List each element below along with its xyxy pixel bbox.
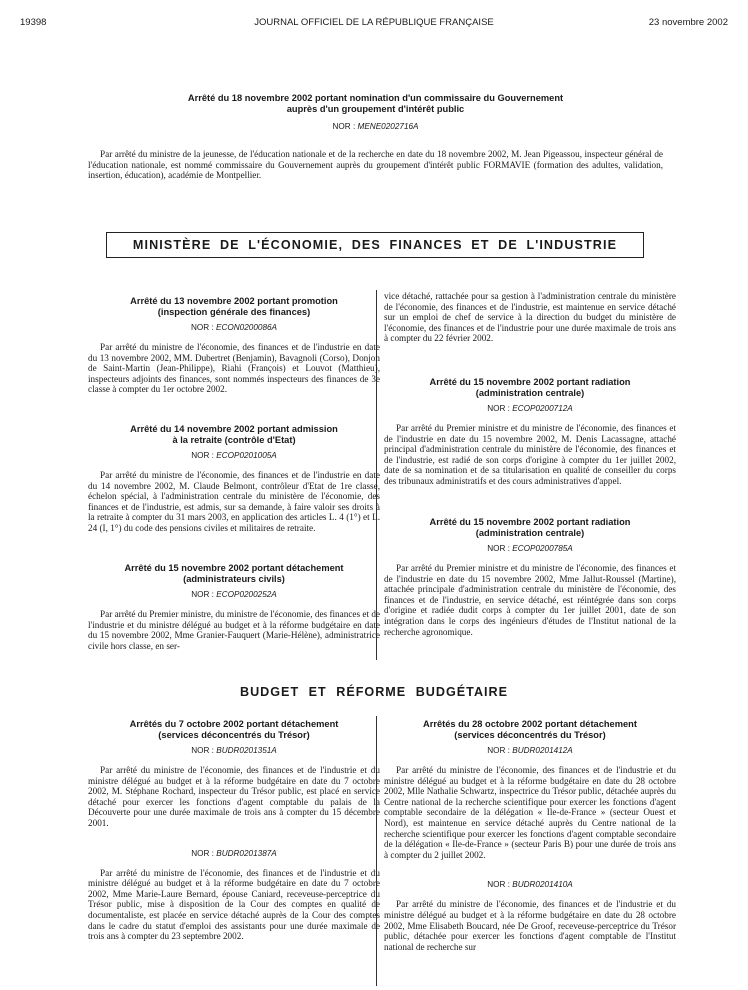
title-line: Arrêtés du 28 octobre 2002 portant détachement — [423, 719, 637, 729]
title-line: (services déconcentrés du Trésor) — [158, 730, 310, 740]
title-line: auprès d'un groupement d'intérêt public — [286, 104, 465, 114]
nor-code: BUDR0201412A — [512, 746, 573, 755]
nor-label: NOR : — [191, 746, 214, 755]
budget-article — [88, 719, 380, 942]
article-body: Par arrêté du Premier ministre, du ministre de l'économie, des finances et de l'industrie et du ministre délégué au budget et à la réforme budgétaire en date du 15 novembre 2002, Mme Granier-Fauquert (Marie-Hélène), administratrice civile hors classe, en ser- — [88, 609, 380, 651]
title-line: à la retraite (contrôle d'Etat) — [172, 435, 296, 445]
article-title — [88, 424, 380, 446]
top-article-nor — [88, 122, 663, 131]
nor-label: NOR : — [487, 746, 510, 755]
title-line: Arrêté du 13 novembre 2002 portant promotion — [130, 296, 338, 306]
article-title — [88, 296, 380, 318]
budget-heading: BUDGET ET RÉFORME BUDGÉTAIRE — [239, 685, 509, 699]
title-line: Arrêté du 14 novembre 2002 portant admission — [130, 424, 338, 434]
nor-code: ECOP0201005A — [216, 451, 277, 460]
journal-title: JOURNAL OFFICIEL DE LA RÉPUBLIQUE FRANÇAISE — [254, 17, 494, 28]
article-body: Par arrêté du ministre de l'économie, des finances et de l'industrie en date du 13 novembre 2002, MM. Dubertret (Benjamin), Bavagnoli (Corso), Donjon de Saint-Martin (Jean-Philippe), Riahi (François) et Louvot (Matthieu), inspecteurs adjoints des finances, sont nommés inspecteurs des finances de 3e classe à compter du 1er octobre 2002. — [88, 342, 380, 395]
title-line: (administration centrale) — [475, 528, 585, 538]
nor-code: ECOP0200252A — [216, 590, 277, 599]
article-body-continued: vice détaché, rattachée pour sa gestion à l'administration centrale du ministère de l'économie, des finances et de l'industrie, est maintenue en service détaché sur un emploi de chef de service à la direction du budget du ministère de l'économie, des finances et de l'industrie pour une durée maximale de trois ans à compter du 22 février 2002. — [384, 291, 676, 344]
nor-label: NOR : — [190, 323, 214, 332]
top-article-body: Par arrêté du ministre de la jeunesse, de l'éducation nationale et de la recherche en date du 18 novembre 2002, M. Jean Pigeassou, inspecteur général de l'éducation nationale, est nommé commissaire du Gouvernement auprès du groupement d'intérêt public FORMAVIE (formation des adultes, validation, insertion, éducation), académie de Montpellier. — [88, 149, 663, 181]
article-body: Par arrêté du ministre de l'économie, des finances et de l'industrie et du ministre délégué au budget et à la réforme budgétaire en date du 28 octobre 2002, Mme Elisabeth Boucard, née De Groof, receveuse-perceptrice du Trésor public, détachée pour exercer les fonctions d'agent comptable de l'Institut national de recherche sur — [384, 899, 676, 952]
title-line: Arrêtés du 7 octobre 2002 portant détachement — [129, 719, 339, 729]
article-body: Par arrêté du Premier ministre et du ministre de l'économie, des finances et de l'industrie en date du 15 novembre 2002, M. Denis Lacassagne, attaché principal d'administration centrale du ministère de l'économie, des finances et de l'industrie, est radié de son corps d'origine à compter du 1er juillet 2002, date de sa nomination et de sa titularisation en qualité de conseiller du corps des tribunaux administratifs et des cours administratives d'appel. — [384, 423, 676, 486]
title-line: (inspection générale des finances) — [157, 307, 311, 317]
nor-code: BUDR0201410A — [512, 880, 573, 890]
article-body: Par arrêté du Premier ministre et du ministre de l'économie, des finances et de l'industrie en date du 15 novembre 2002, Mme Jallut-Roussel (Martine), attachée principale d'administration centrale du ministère de l'économie, des finances et de l'industrie, en service détaché, est réintégrée dans son corps d'origine et radiée dudit corps à compter du 1er juillet 2001, date de son intégration dans le corps des ingénieurs d'études de l'Institut national de la recherche agronomique. — [384, 563, 676, 637]
article-nor — [88, 323, 380, 332]
nor-label: NOR : — [487, 544, 510, 553]
nor-code: ECON0200086A — [216, 323, 278, 332]
article-body: Par arrêté du ministre de l'économie, des finances et de l'industrie et du ministre délégué au budget et à la réforme budgétaire en date du 7 octobre 2002, Mme Marie-Laure Bernard, épouse Caniard, receveuse-perceptrice du Trésor public, mise à disposition de la Cour des comptes en qualité de documentaliste, est placée en service détaché auprès de la Cour des comptes dans le cadre du statut d'emploi des assistants pour une durée maximale de trois ans à compter du 23 septembre 2002. — [88, 867, 380, 942]
article-nor — [384, 880, 676, 889]
nor-label: NOR : — [332, 122, 356, 131]
article-title — [88, 563, 380, 585]
nor-code: BUDR0201387A — [216, 848, 277, 858]
ministry-article — [88, 296, 380, 395]
article-body: Par arrêté du ministre de l'économie, des finances et de l'industrie et du ministre délégué au budget et à la réforme budgétaire en date du 7 octobre 2002, M. Stéphane Rochard, inspecteur du Trésor public, est placé en service détaché pour exercer les fonctions d'agent comptable du palais de la Découverte pour une durée maximale de trois ans à compter du 15 décembre 2001. — [88, 765, 380, 828]
article-body: Par arrêté du ministre de l'économie, des finances et de l'industrie en date du 14 novembre 2002, M. Claude Belmont, contrôleur d'Etat de 1re classe, échelon spécial, à l'administration centrale du ministère de l'économie, des finances et de l'industrie, est admis, sur sa demande, à faire valoir ses droits à la retraite à compter du 31 mars 2003, en application des articles L. 4 (1°) et L. 24 (I, 1°) du code des pensions civiles et militaires de retraite. — [88, 470, 380, 533]
article-title — [384, 517, 676, 539]
issue-date: 23 novembre 2002 — [648, 17, 728, 28]
title-line: Arrêté du 15 novembre 2002 portant radiation — [429, 517, 631, 527]
title-line: Arrêté du 18 novembre 2002 portant nomination d'un commissaire du Gouvernement — [187, 93, 564, 103]
title-line: (administration centrale) — [475, 388, 585, 398]
article-title — [88, 719, 380, 741]
ministry-article — [384, 517, 676, 637]
budget-article — [384, 719, 676, 952]
article-title — [384, 377, 676, 399]
ministry-article — [384, 377, 676, 487]
ministry-heading-box — [106, 232, 644, 258]
nor-label: NOR : — [191, 590, 214, 599]
top-article-title — [88, 93, 663, 115]
page-number: 19398 — [20, 17, 47, 28]
nor-code: ECOP0200785A — [512, 544, 573, 553]
nor-code: ECOP0200712A — [512, 404, 573, 413]
article-nor — [88, 451, 380, 460]
nor-code: BUDR0201351A — [216, 746, 277, 755]
title-line: (administrateurs civils) — [183, 574, 285, 584]
title-line: Arrêté du 15 novembre 2002 portant radiation — [429, 377, 631, 387]
nor-code: MENE0202716A — [357, 122, 419, 131]
article-nor — [88, 590, 380, 599]
nor-label: NOR : — [487, 404, 510, 413]
title-line: Arrêté du 15 novembre 2002 portant détachement — [124, 563, 344, 573]
article-nor — [384, 404, 676, 413]
ministry-article — [88, 563, 380, 651]
article-nor — [88, 746, 380, 755]
article-body: Par arrêté du ministre de l'économie, des finances et de l'industrie et du ministre délégué au budget et à la réforme budgétaire en date du 28 octobre 2002, Mlle Nathalie Schwartz, inspectrice du Trésor public, détachée auprès du Centre national de la recherche scientifique pour exercer les fonctions d'agent comptable secondaire de la délégation « Ile-de-France » (secteur Ouest et Nord), est maintenue en service détaché auprès du Centre national de la recherche scientifique pour exercer les fonctions d'agent comptable secondaire de la délégation « Ile-de-France » (secteur Paris B) pour une durée de trois ans à compter du 2 juillet 2002. — [384, 765, 676, 860]
ministry-article-continuation — [384, 291, 676, 344]
nor-label: NOR : — [191, 848, 214, 858]
title-line: (services déconcentrés du Trésor) — [454, 730, 606, 740]
nor-label: NOR : — [487, 880, 510, 890]
running-header — [20, 17, 728, 31]
article-title — [384, 719, 676, 741]
ministry-heading: MINISTÈRE DE L'ÉCONOMIE, DES FINANCES ET DE L'INDUSTRIE — [132, 238, 618, 252]
article-nor — [88, 849, 380, 858]
article-nor — [384, 544, 676, 553]
nor-label: NOR : — [191, 451, 214, 460]
ministry-article — [88, 424, 380, 534]
article-nor — [384, 746, 676, 755]
